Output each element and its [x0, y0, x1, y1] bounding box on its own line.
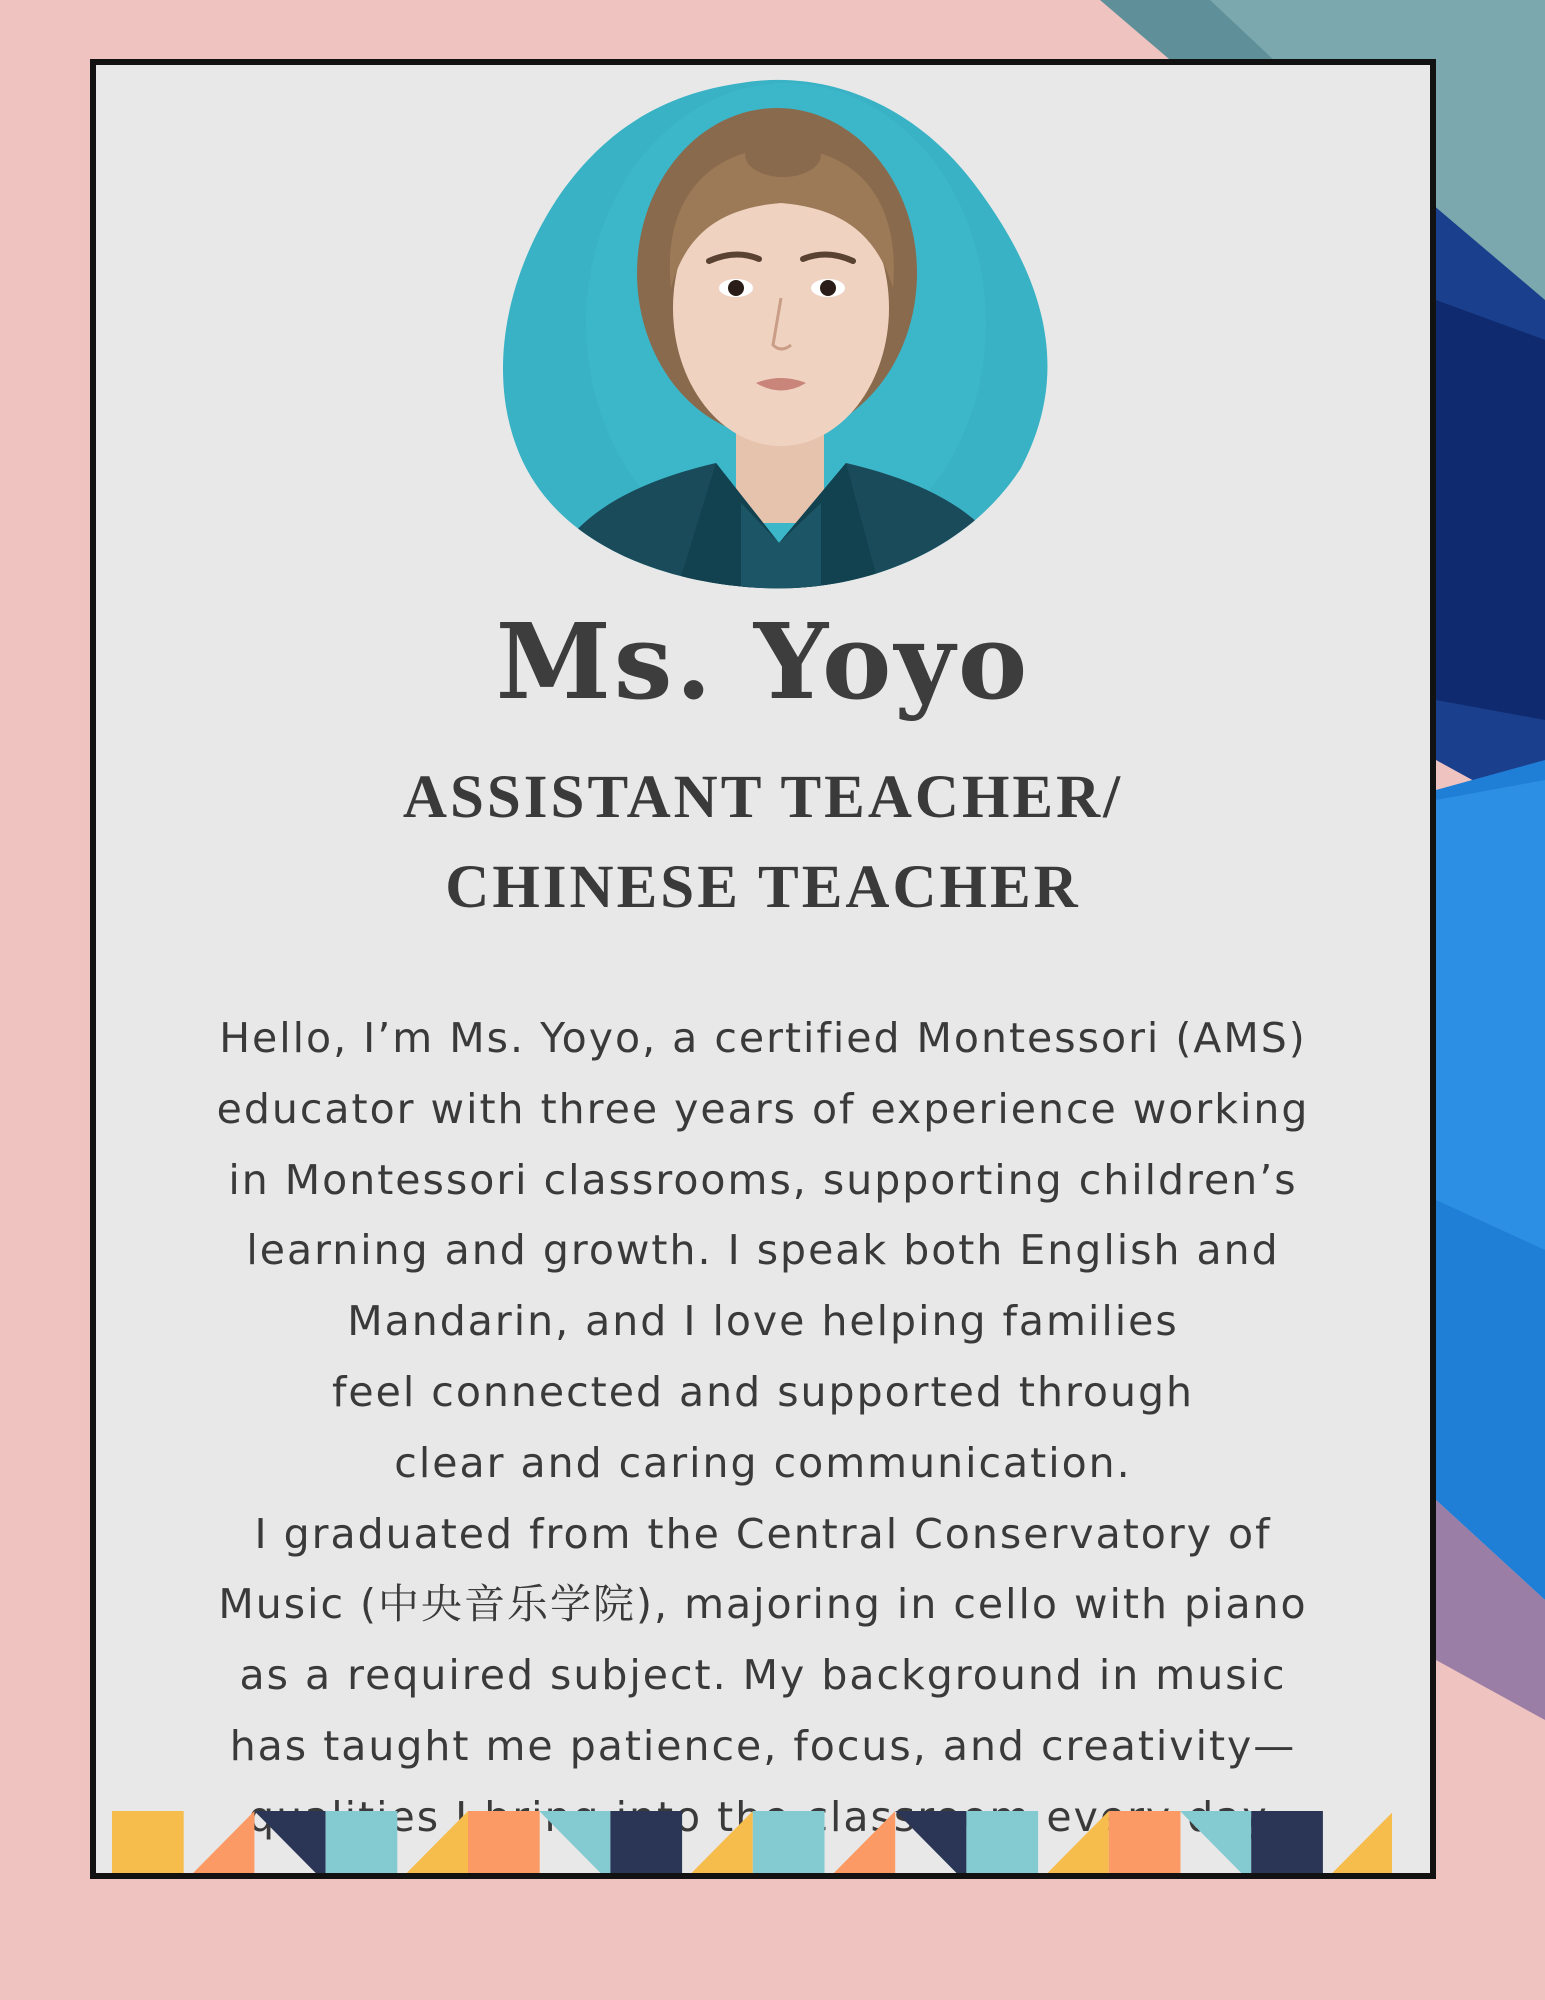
teacher-role: [96, 753, 1430, 933]
pattern-navy-square: [610, 1811, 682, 1879]
pattern-yellow-triangle: [397, 1811, 468, 1879]
pattern-yellow-triangle: [1038, 1811, 1109, 1879]
teacher-name: Ms. Yoyo: [495, 600, 1031, 723]
bio-line: learning and growth. I speak both English and: [246, 1226, 1280, 1275]
pattern-yellow-triangle: [682, 1811, 753, 1879]
pattern-orange-square: [1109, 1811, 1181, 1879]
bio-line: Music (中央音乐学院), majoring in cello with piano: [218, 1580, 1308, 1629]
profile-card: [90, 59, 1436, 1879]
bio-line: Mandarin, and I love helping families: [347, 1297, 1179, 1346]
pattern-yellow-triangle: [1322, 1811, 1392, 1879]
decorative-pattern: [112, 1811, 1392, 1879]
bio-line: I bring: [455, 1792, 601, 1841]
bio-line: I graduated from the Central Conservatory of: [254, 1509, 1272, 1558]
bio-line: feel connected and supported through: [332, 1367, 1194, 1416]
teacher-bio: [136, 1003, 1390, 1853]
bio-line: Hello, I’m Ms. Yoyo, a certified Montessori (AMS): [219, 1014, 1307, 1062]
pattern-teal-triangle: [539, 1811, 610, 1879]
pattern-navy-triangle: [254, 1811, 325, 1879]
pattern-teal-square: [966, 1811, 1038, 1879]
pattern-yellow-square: [112, 1811, 184, 1879]
pattern-orange-triangle: [824, 1811, 895, 1879]
bio-line: as a required subject. My background in music: [239, 1651, 1287, 1700]
role-line: ASSISTANT TEACHER/: [402, 764, 1124, 831]
pattern-navy-triangle: [895, 1811, 966, 1879]
pattern-teal-square: [326, 1811, 398, 1879]
pattern-orange-triangle: [183, 1811, 254, 1879]
bio-line: educator with three years of experience working: [216, 1084, 1310, 1133]
pattern-orange-square: [468, 1811, 540, 1879]
bio-line: clear and caring communication.: [394, 1438, 1132, 1487]
pattern-teal-square: [753, 1811, 825, 1879]
role-line: CHINESE TEACHER: [445, 854, 1081, 921]
bio-line: in Montessori classrooms, supporting children’s: [228, 1155, 1298, 1204]
pattern-navy-square: [1251, 1811, 1323, 1879]
portrait-photo: [501, 73, 1056, 593]
bio-line: has taught me patience, focus, and creativity—: [229, 1721, 1297, 1770]
pattern-teal-triangle: [1180, 1811, 1251, 1879]
